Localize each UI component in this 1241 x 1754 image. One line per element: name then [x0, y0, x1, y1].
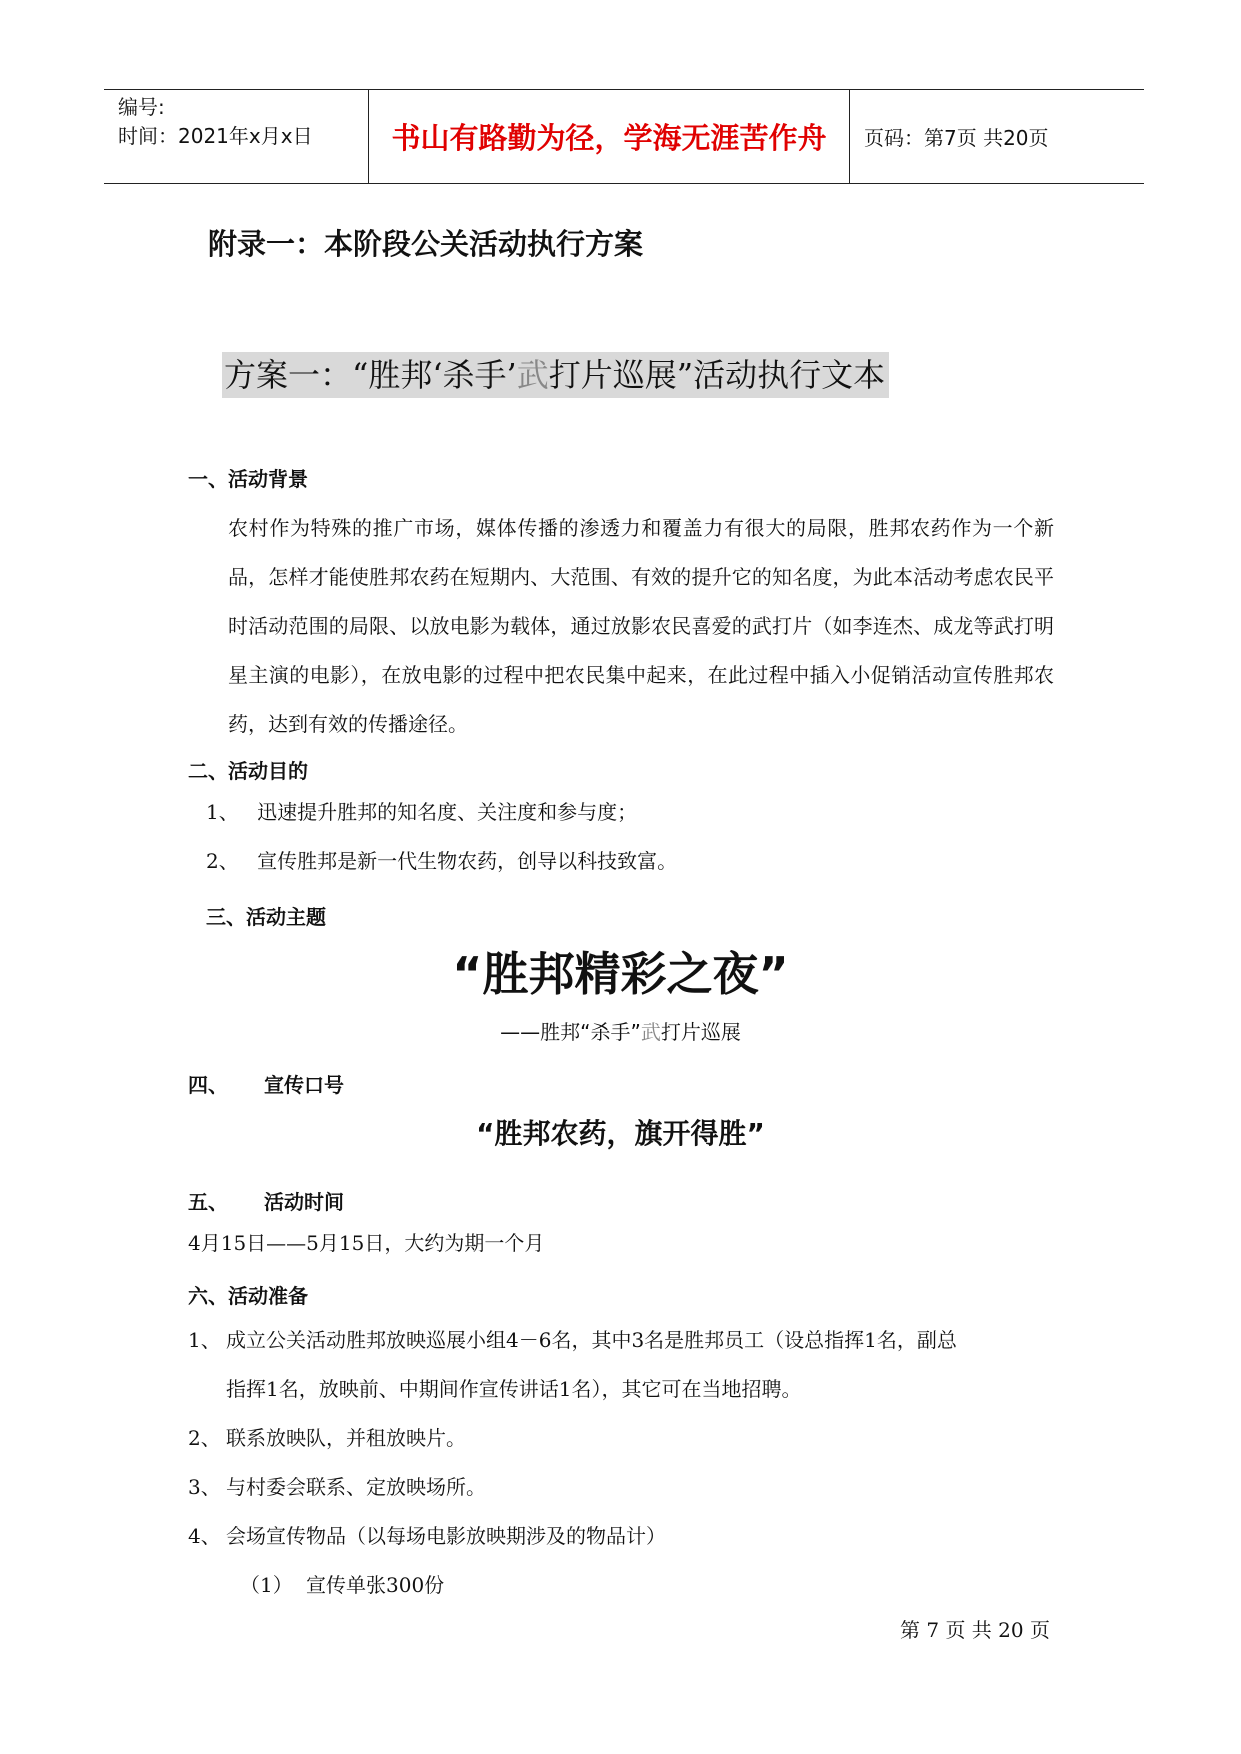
document-time-label: 时间：2021年x月x日	[118, 124, 313, 148]
plan-title-grey-char: 武	[516, 356, 549, 394]
plan-title-part2: 打片巡展”活动执行文本	[548, 356, 886, 394]
preparation-item-num: 1、	[188, 1328, 221, 1352]
theme-subtitle	[0, 1016, 1241, 1045]
section-background-heading: 一、活动背景	[188, 467, 308, 491]
header-page-number: 页码：第7页 共20页	[864, 126, 1049, 150]
preparation-subitem-text: 宣传单张300份	[306, 1573, 445, 1597]
theme-subtitle-part1: ——胜邦“杀手”	[500, 1020, 641, 1044]
activity-time-text: 4月15日——5月15日，大约为期一个月	[188, 1231, 545, 1255]
theme-title: “胜邦精彩之夜”	[452, 947, 789, 1001]
preparation-item-line: 会场宣传物品（以每场电影放映期涉及的物品计）	[226, 1524, 666, 1548]
preparation-item-num: 2、	[188, 1426, 221, 1450]
page-footer: 第 7 页 共 20 页	[900, 1618, 1050, 1642]
header-meta	[104, 90, 369, 183]
purpose-item	[206, 788, 637, 837]
preparation-item-line: 联系放映队，并租放映片。	[226, 1426, 466, 1450]
purpose-item-num: 1、	[206, 800, 239, 824]
theme-subtitle-grey-char: 武	[640, 1020, 661, 1044]
appendix-title: 附录一：本阶段公关活动执行方案	[208, 227, 644, 261]
page-header	[104, 89, 1144, 184]
section-slogan-num: 四、	[188, 1073, 228, 1097]
section-preparation-heading: 六、活动准备	[188, 1284, 308, 1308]
section-time-num: 五、	[188, 1190, 228, 1214]
section-time-heading: 活动时间	[264, 1190, 344, 1214]
purpose-item-text: 迅速提升胜邦的知名度、关注度和参与度；	[257, 800, 638, 824]
section-purpose-heading: 二、活动目的	[188, 759, 308, 783]
preparation-subitem-num: （1）	[240, 1573, 293, 1597]
background-paragraph-text: 农村作为特殊的推广市场，媒体传播的渗透力和覆盖力有很大的局限，胜邦农药作为一个新品，怎样才能使胜邦农药在短期内、大范围、有效的提升它的知名度，为此本活动考虑农民平时活动范围的局限、以放电影为载体，通过放影农民喜爱的武打片（如李连杰、成龙等武打明星主演的电影），在放电影的过程中把农民集中起来，在此过程中插入小促销活动宣传胜邦农药，达到有效的传播途径。	[228, 516, 1054, 736]
preparation-item-num: 3、	[188, 1475, 221, 1499]
preparation-item-line: 成立公关活动胜邦放映巡展小组4－6名，其中3名是胜邦员工（设总指挥1名，副总	[226, 1328, 957, 1352]
preparation-item-num: 4、	[188, 1524, 221, 1548]
purpose-item	[206, 837, 677, 886]
section-slogan-heading: 宣传口号	[264, 1073, 344, 1097]
section-theme-heading: 三、活动主题	[206, 905, 326, 929]
purpose-item-text: 宣传胜邦是新一代生物农药，创导以科技致富。	[257, 849, 678, 873]
plan-title-part1: 方案一：“胜邦‘杀手’	[224, 356, 517, 394]
plan-title	[222, 352, 889, 398]
section-background-paragraph	[188, 504, 1054, 749]
preparation-item-line: 与村委会联系、定放映场所。	[226, 1475, 486, 1499]
document-number-label: 编号:	[118, 95, 165, 119]
preparation-item-line: 指挥1名，放映前、中期间作宣传讲话1名），其它可在当地招聘。	[226, 1377, 802, 1401]
theme-subtitle-part2: 打片巡展	[660, 1020, 741, 1044]
purpose-item-num: 2、	[206, 849, 239, 873]
slogan-text: “胜邦农药，旗开得胜”	[476, 1117, 765, 1150]
header-motto: 书山有路勤为径，学海无涯苦作舟	[369, 90, 850, 183]
